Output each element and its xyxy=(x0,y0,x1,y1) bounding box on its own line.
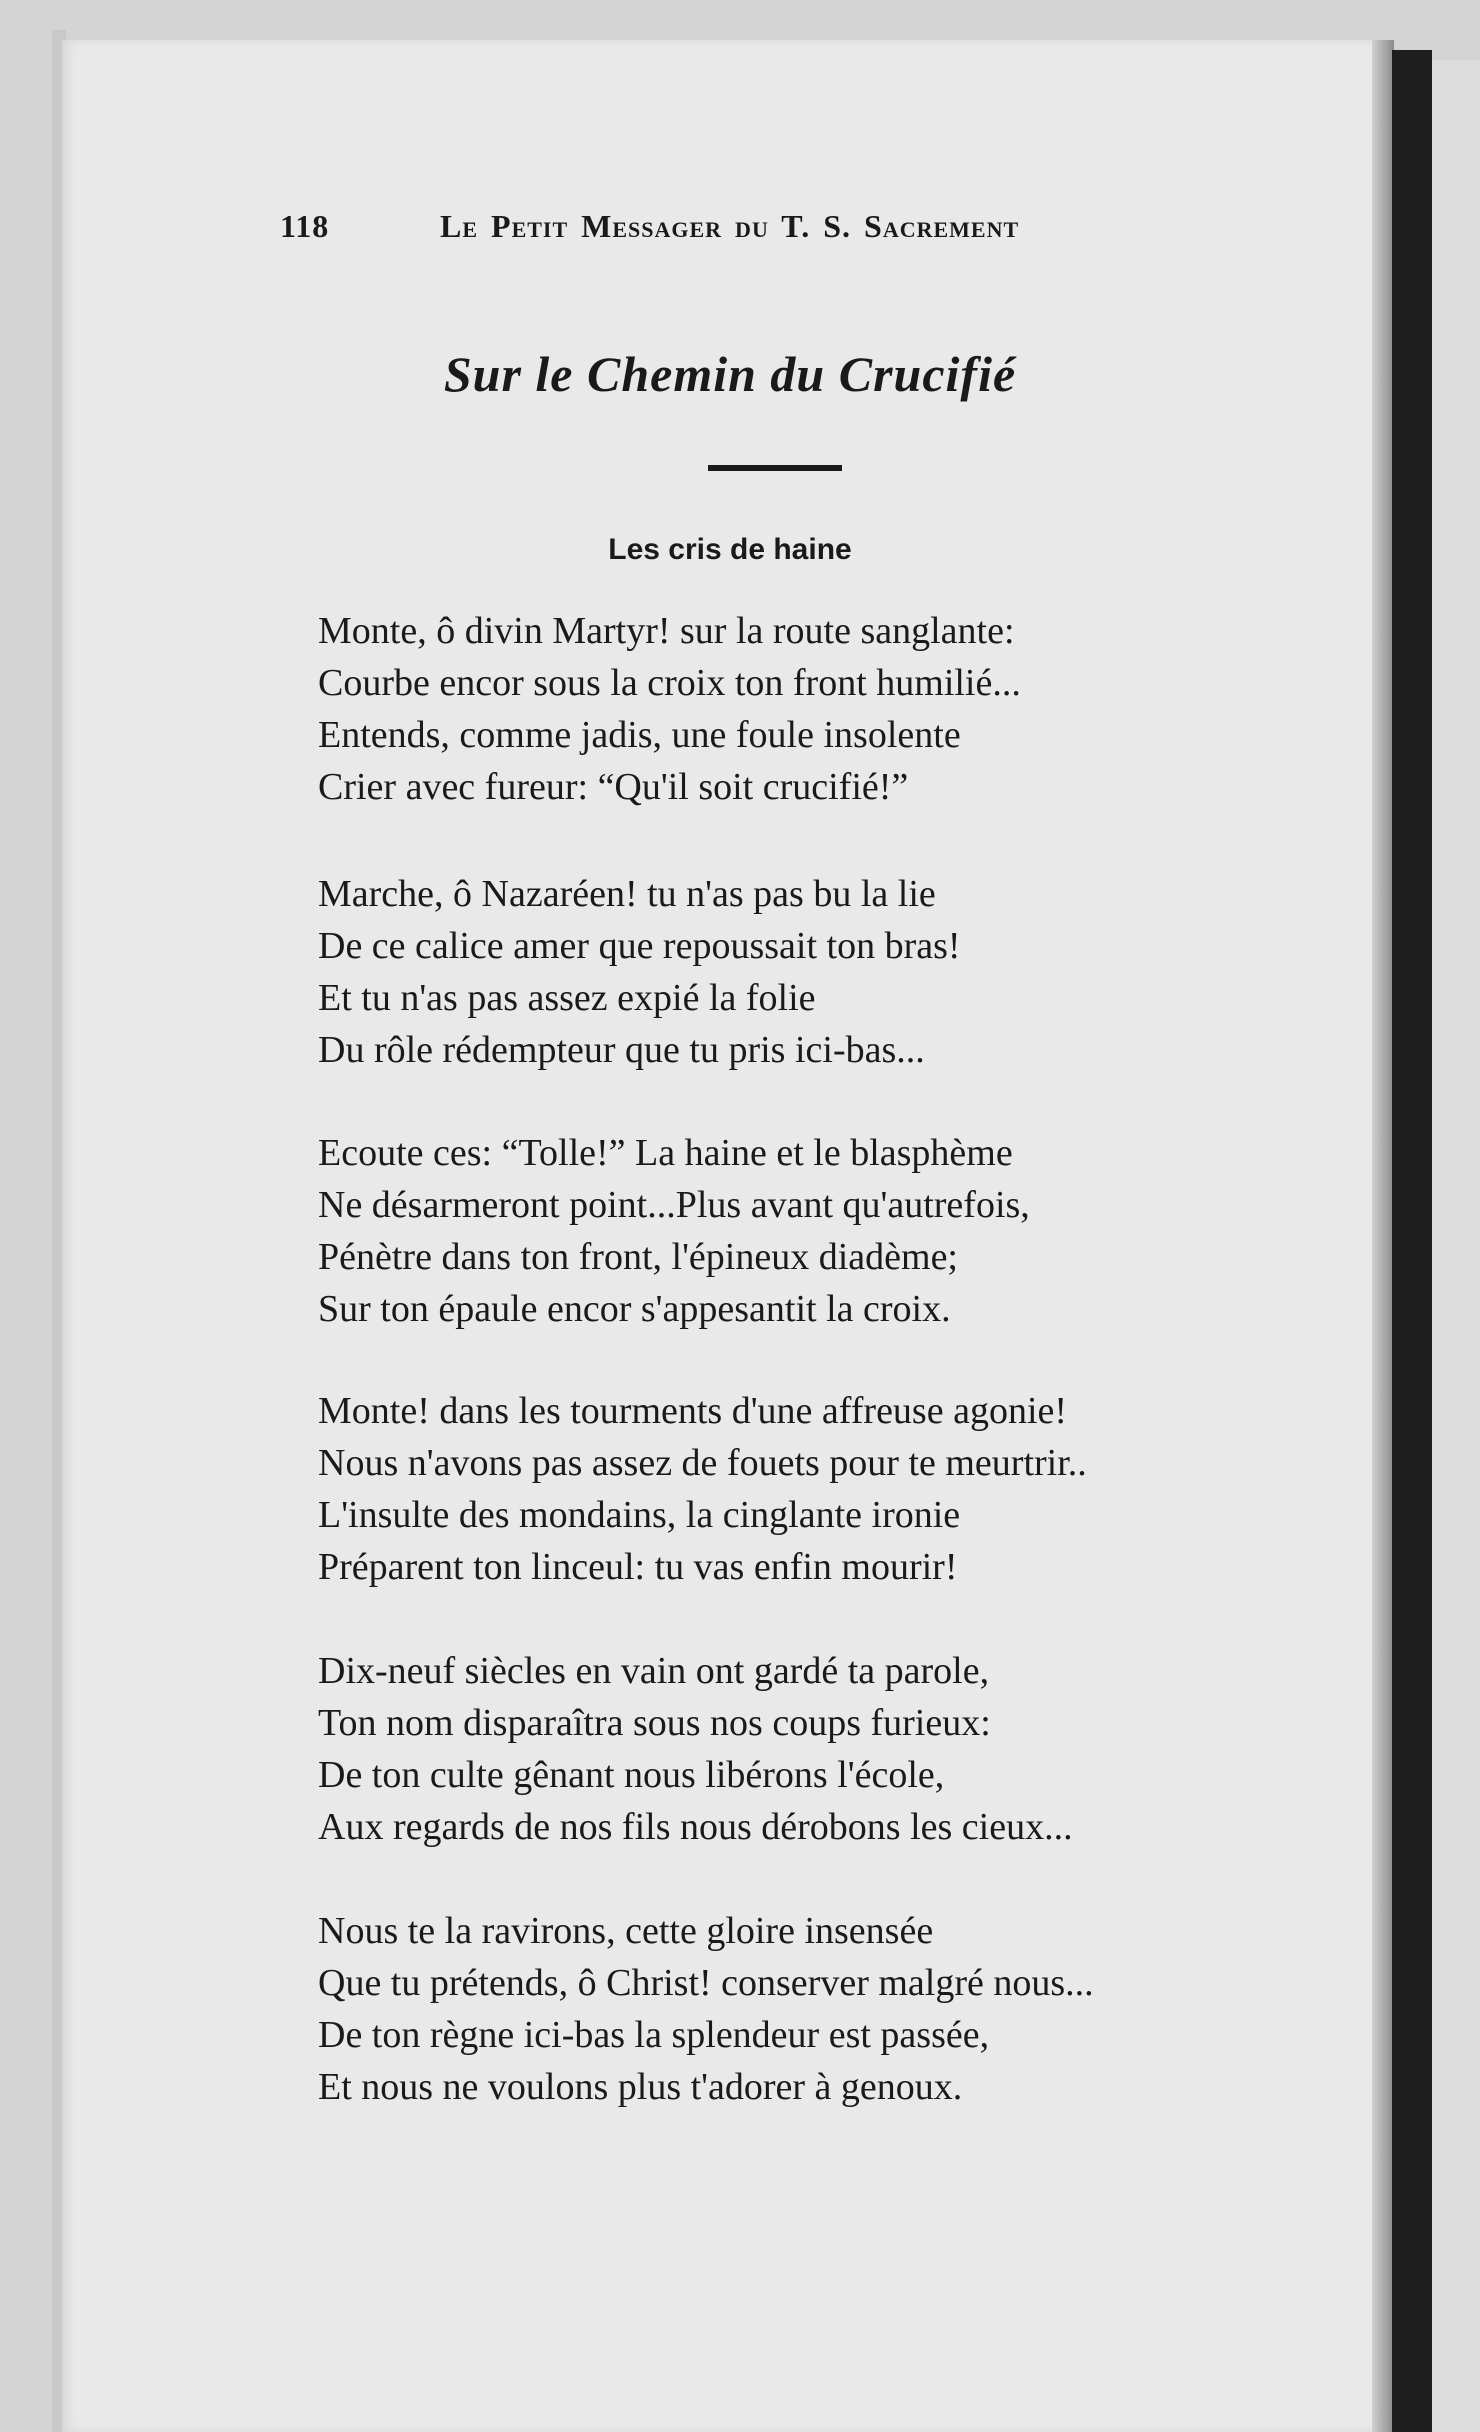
verse-line: Et tu n'as pas assez expié la folie xyxy=(318,977,816,1019)
verse-line: Entends, comme jadis, une foule insolente xyxy=(318,714,961,756)
verse-line: Que tu prétends, ô Christ! conserver malgré nous... xyxy=(318,1962,1094,2004)
stanza xyxy=(318,1385,1338,1593)
verse-line: Ton nom disparaîtra sous nos coups furieux: xyxy=(318,1702,991,1744)
verse-line: Du rôle rédempteur que tu pris ici-bas... xyxy=(318,1029,925,1071)
book-binding-edge xyxy=(1392,50,1432,2432)
verse-line: Pénètre dans ton front, l'épineux diadème; xyxy=(318,1236,958,1278)
poem-title: Sur le Chemin du Crucifié xyxy=(443,346,1017,402)
verse-line: Marche, ô Nazaréen! tu n'as pas bu la lie xyxy=(318,873,936,915)
verse-line: Et nous ne voulons plus t'adorer à genoux. xyxy=(318,2066,963,2108)
running-title: Le Petit Messager du T. S. Sacrement xyxy=(440,208,1020,244)
verse-line: Préparent ton linceul: tu vas enfin mourir! xyxy=(318,1546,958,1588)
verse-line: De ton culte gênant nous libérons l'école, xyxy=(318,1754,945,1796)
verse-line: Courbe encor sous la croix ton front humilié... xyxy=(318,662,1021,704)
verse-line: Sur ton épaule encor s'appesantit la croix. xyxy=(318,1288,951,1330)
stanza xyxy=(318,1127,1338,1335)
stanza xyxy=(318,605,1338,813)
verse-line: L'insulte des mondains, la cinglante ironie xyxy=(318,1494,961,1536)
verse-line: Ne désarmeront point...Plus avant qu'autrefois, xyxy=(318,1184,1030,1226)
verse-line: Monte, ô divin Martyr! sur la route sanglante: xyxy=(318,610,1015,652)
verse-line: De ton règne ici-bas la splendeur est passée, xyxy=(318,2014,990,2056)
page-number: 118 xyxy=(280,208,330,244)
title-divider xyxy=(708,465,842,471)
section-heading: Les cris de haine xyxy=(608,533,852,566)
verse-line: Crier avec fureur: “Qu'il soit crucifié!” xyxy=(318,766,909,808)
adjacent-page-edge xyxy=(1432,60,1480,2432)
stanza xyxy=(318,868,1338,1076)
stanza xyxy=(318,1905,1338,2113)
verse-line: Ecoute ces: “Tolle!” La haine et le blasphème xyxy=(318,1132,1013,1174)
stanza xyxy=(318,1645,1338,1853)
verse-line: Dix-neuf siècles en vain ont gardé ta parole, xyxy=(318,1650,990,1692)
page-gutter-shadow xyxy=(1372,40,1394,2432)
verse-line: Nous n'avons pas assez de fouets pour te meurtrir.. xyxy=(318,1442,1087,1484)
verse-line: De ce calice amer que repoussait ton bras! xyxy=(318,925,961,967)
verse-line: Aux regards de nos fils nous dérobons les cieux... xyxy=(318,1806,1073,1848)
running-header xyxy=(280,208,1200,252)
verse-line: Nous te la ravirons, cette gloire insensée xyxy=(318,1910,934,1952)
verse-line: Monte! dans les tourments d'une affreuse agonie! xyxy=(318,1390,1068,1432)
